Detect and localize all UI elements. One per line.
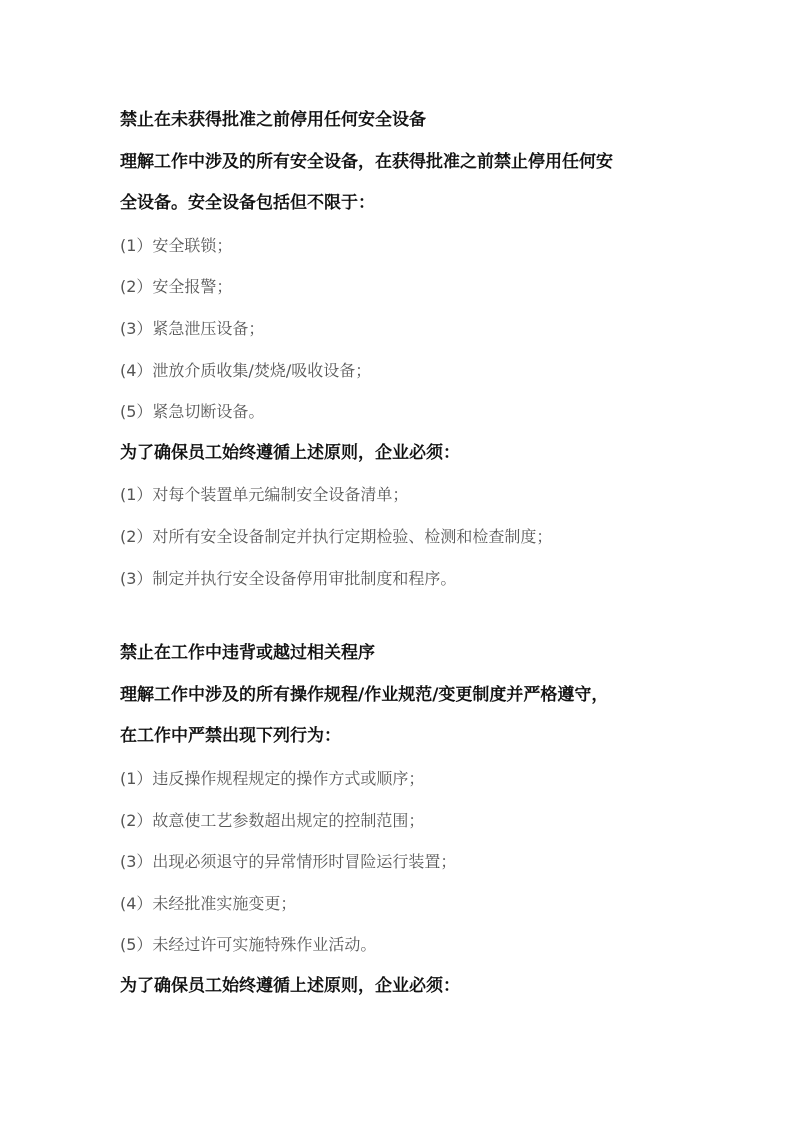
section2-intro-line2: 在工作中严禁出现下列行为： xyxy=(120,726,341,747)
section2-item: (2）故意使工艺参数超出规定的控制范围； xyxy=(120,810,425,830)
section1-requirement: (2）对所有安全设备制定并执行定期检验、检测和检查制度； xyxy=(120,526,553,546)
section1-intro-line2: 全设备。安全设备包括但不限于： xyxy=(120,193,375,214)
section1-item: (4）泄放介质收集/焚烧/吸收设备； xyxy=(120,360,372,380)
section2-intro-line1: 理解工作中涉及的所有操作规程/作业规范/变更制度并严格遵守， xyxy=(120,684,609,705)
section-spacer xyxy=(120,599,720,633)
section1-item: (2）安全报警； xyxy=(120,277,233,297)
section1-item: (3）紧急泄压设备； xyxy=(120,318,265,338)
section1-requirement: (1）对每个装置单元编制安全设备清单； xyxy=(120,485,409,505)
section2-item: (1）违反操作规程规定的操作方式或顺序； xyxy=(120,768,425,788)
section1-item: (5）紧急切断设备。 xyxy=(120,402,265,422)
section2-item: (4）未经批准实施变更； xyxy=(120,893,297,913)
section2-title: 禁止在工作中违背或越过相关程序 xyxy=(120,643,375,664)
section2-requirement-heading: 为了确保员工始终遵循上述原则，企业必须： xyxy=(120,975,460,996)
section1-requirement-heading: 为了确保员工始终遵循上述原则，企业必须： xyxy=(120,442,460,463)
section1-intro-line1: 理解工作中涉及的所有安全设备，在获得批准之前禁止停用任何安 xyxy=(120,151,613,172)
section1-item: (1）安全联锁； xyxy=(120,235,233,255)
section1-title: 禁止在未获得批准之前停用任何安全设备 xyxy=(120,110,426,130)
section2-item: (3）出现必须退守的异常情形时冒险运行装置； xyxy=(120,852,457,872)
section1-requirement: (3）制定并执行安全设备停用审批制度和程序。 xyxy=(120,568,457,588)
section2-item: (5）未经过许可实施特殊作业活动。 xyxy=(120,935,377,955)
document-page xyxy=(120,100,720,1007)
